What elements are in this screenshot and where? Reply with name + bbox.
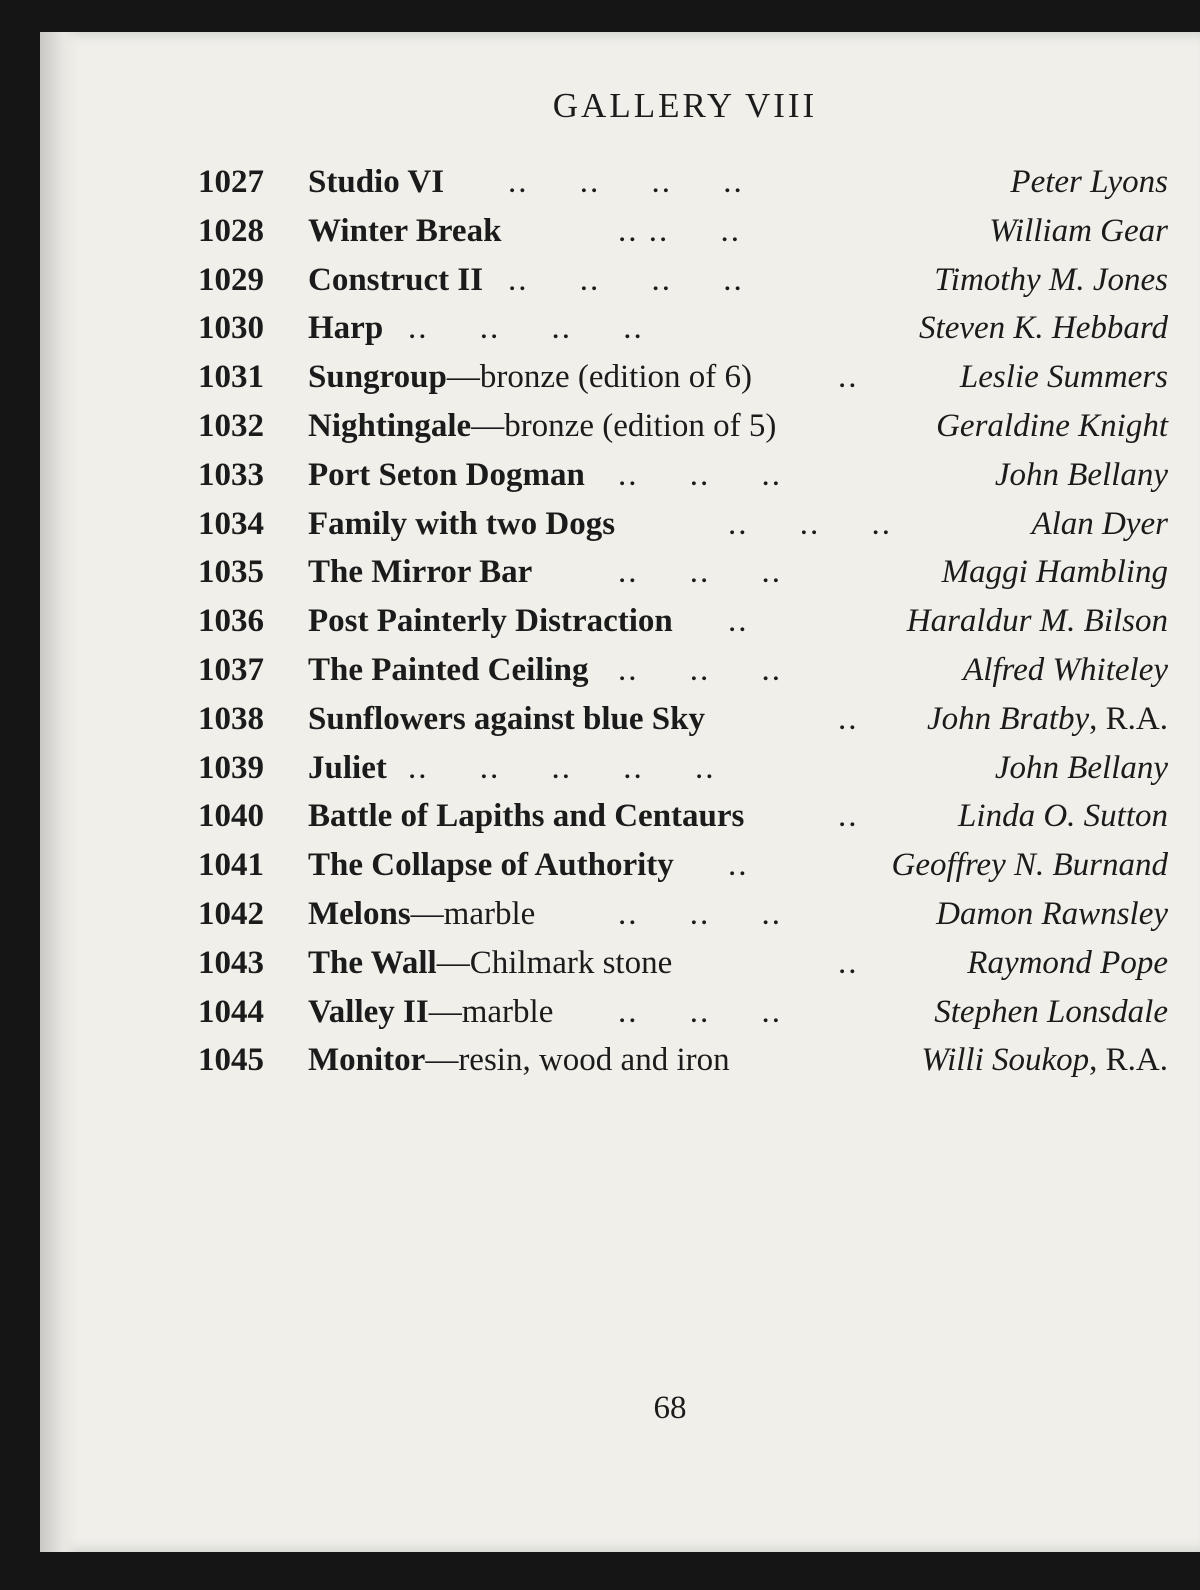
catalogue-entry [198, 500, 1168, 549]
entry-title-line [308, 402, 776, 451]
entry-artist-line [960, 353, 1168, 402]
catalogue-entry [198, 597, 1168, 646]
entry-number: 1041 [198, 847, 264, 884]
entry-number: 1029 [198, 261, 264, 298]
entry-artist-line [958, 792, 1168, 841]
entry-title: The Collapse of Authority [308, 847, 674, 884]
entry-artist-line [927, 695, 1168, 744]
entry-title: Winter Break [308, 212, 502, 249]
catalogue-entry [198, 744, 1168, 793]
entry-artist-line [892, 841, 1169, 890]
entry-artist-line [934, 988, 1168, 1037]
entry-title-line [308, 939, 672, 988]
entry-title-line [308, 304, 383, 353]
leader-dots: .. .. .. .. .. [408, 749, 716, 786]
entry-artist: Peter Lyons [1010, 164, 1168, 200]
entry-artist: Raymond Pope [967, 944, 1168, 981]
entry-artist-line [1010, 158, 1168, 207]
entry-title: Monitor [308, 1042, 426, 1079]
entry-title-line [308, 451, 585, 500]
leader-dots: .. [838, 798, 859, 835]
entry-title-line [308, 353, 752, 402]
entry-number: 1035 [198, 554, 264, 591]
entry-title-line [308, 890, 535, 939]
entry-artist-line [919, 304, 1168, 353]
entry-number: 1045 [198, 1042, 264, 1079]
entry-title-line [308, 695, 705, 744]
leader-dots: .. .. .. .. [508, 261, 744, 298]
entry-artist-line [936, 890, 1168, 939]
catalogue-entry [198, 695, 1168, 744]
leader-dots: .. [838, 700, 859, 737]
leader-dots: .. [838, 359, 859, 396]
gallery-heading: GALLERY VIII [552, 86, 818, 125]
entry-title: The Painted Ceiling [308, 651, 589, 688]
catalogue-entry [198, 158, 1168, 207]
entry-number: 1034 [198, 505, 264, 542]
entry-artist: Geraldine Knight [936, 407, 1168, 444]
leader-dots: .. [728, 847, 749, 884]
catalogue-entry [198, 646, 1168, 695]
entry-number: 1032 [198, 407, 264, 444]
entry-title-line [308, 1036, 730, 1085]
entry-medium: —Chilmark stone [436, 944, 673, 981]
entry-title-line [308, 597, 673, 646]
entry-artist: John Bratby [926, 700, 1090, 737]
entry-artist: Timothy M. Jones [934, 261, 1168, 298]
catalogue-list [198, 158, 1168, 1085]
entry-artist: Leslie Summers [959, 359, 1168, 396]
entry-number: 1028 [198, 212, 264, 249]
catalogue-entry [198, 207, 1168, 256]
entry-number: 1043 [198, 944, 264, 981]
entry-title: The Mirror Bar [308, 554, 533, 591]
entry-artist-suffix: , R.A. [1089, 700, 1168, 737]
entry-number: 1037 [198, 651, 264, 688]
entry-medium: —bronze (edition of 6) [446, 359, 752, 396]
entry-title: Sungroup [308, 359, 447, 396]
entry-medium: —bronze (edition of 5) [471, 407, 777, 444]
catalogue-entry [198, 353, 1168, 402]
entry-number: 1030 [198, 310, 264, 347]
entry-artist-line [921, 1036, 1168, 1085]
entry-number: 1040 [198, 798, 264, 835]
catalogue-entry [198, 988, 1168, 1037]
entry-title: Port Seton Dogman [308, 456, 585, 493]
entry-title: Sunflowers against blue Sky [308, 700, 706, 737]
entry-medium: —marble [410, 895, 536, 932]
catalogue-entry [198, 548, 1168, 597]
entry-number: 1027 [198, 164, 264, 200]
entry-number: 1038 [198, 700, 264, 737]
entry-number: 1044 [198, 993, 264, 1030]
entry-artist-line [967, 939, 1168, 988]
leader-dots: .. .. .. [618, 456, 782, 493]
entry-artist: Haraldur M. Bilson [906, 603, 1168, 640]
entry-artist: Linda O. Sutton [958, 798, 1168, 835]
entry-artist: Stephen Lonsdale [934, 993, 1168, 1030]
page-number: 68 [653, 1390, 687, 1426]
leader-dots: .. .. .. [618, 651, 782, 688]
entry-artist: Geoffrey N. Burnand [891, 847, 1168, 884]
catalogue-entry [198, 402, 1168, 451]
entry-artist: Maggi Hambling [941, 554, 1168, 591]
entry-artist: John Bellany [994, 456, 1168, 493]
catalogue-entry [198, 890, 1168, 939]
entry-number: 1033 [198, 456, 264, 493]
entry-title-line [308, 646, 589, 695]
entry-title-line [308, 548, 532, 597]
entry-artist-line [907, 597, 1168, 646]
entry-artist: William Gear [989, 212, 1168, 249]
entry-title: Studio VI [308, 164, 445, 200]
entry-title-line [308, 158, 444, 207]
entry-artist: Willi Soukop [921, 1042, 1090, 1079]
entry-title: Harp [308, 310, 384, 347]
leader-dots: .. [728, 603, 749, 640]
entry-title: Construct II [308, 261, 484, 298]
entry-artist-line [942, 548, 1168, 597]
entry-artist: Alfred Whiteley [963, 651, 1168, 688]
leader-dots: .. .. .. [618, 212, 741, 249]
entry-title-line [308, 988, 553, 1037]
entry-medium: —marble [428, 993, 554, 1030]
entry-artist-suffix: , R.A. [1089, 1042, 1168, 1079]
entry-title: Battle of Lapiths and Centaurs [308, 798, 745, 835]
entry-artist: Steven K. Hebbard [919, 310, 1168, 347]
entry-artist-line [934, 256, 1168, 305]
entry-title: Melons [308, 895, 411, 932]
catalogue-entry [198, 841, 1168, 890]
leader-dots: .. .. .. [728, 505, 892, 542]
entry-artist: John Bellany [994, 749, 1168, 786]
entry-title-line [308, 500, 615, 549]
entry-artist-line [995, 744, 1168, 793]
entry-artist: Alan Dyer [1031, 505, 1168, 542]
entry-title-line [308, 256, 483, 305]
leader-dots: .. .. .. .. [408, 310, 644, 347]
entry-artist-line [989, 207, 1168, 256]
catalogue-entry [198, 451, 1168, 500]
entry-title-line [308, 207, 501, 256]
entry-artist-line [995, 451, 1168, 500]
leader-dots: .. .. .. [618, 554, 782, 591]
entry-number: 1036 [198, 603, 264, 640]
entry-number: 1031 [198, 359, 264, 396]
entry-title: Post Painterly Distraction [308, 603, 673, 640]
catalogue-entry [198, 304, 1168, 353]
leader-dots: .. .. .. [618, 993, 782, 1030]
catalogue-entry [198, 1036, 1168, 1085]
leader-dots: .. .. .. [618, 895, 782, 932]
entry-number: 1042 [198, 895, 264, 932]
entry-number: 1039 [198, 749, 264, 786]
entry-title: Juliet [308, 749, 387, 786]
leader-dots: .. .. .. .. [508, 164, 744, 200]
page-edge [40, 32, 80, 1552]
entry-title-line [308, 841, 674, 890]
entry-title-line [308, 744, 387, 793]
catalogue-entry [198, 792, 1168, 841]
entry-artist-line [963, 646, 1168, 695]
entry-title-line [308, 792, 744, 841]
leader-dots: .. [838, 944, 859, 981]
catalogue-entry [198, 256, 1168, 305]
entry-artist-line [936, 402, 1168, 451]
entry-title: The Wall [308, 944, 437, 981]
entry-title: Nightingale [308, 407, 472, 444]
entry-title: Family with two Dogs [308, 505, 616, 542]
entry-artist: Damon Rawnsley [936, 895, 1168, 932]
entry-artist-line [1031, 500, 1168, 549]
entry-title: Valley II [308, 993, 429, 1030]
catalogue-entry [198, 939, 1168, 988]
entry-medium: —resin, wood and iron [425, 1042, 730, 1079]
